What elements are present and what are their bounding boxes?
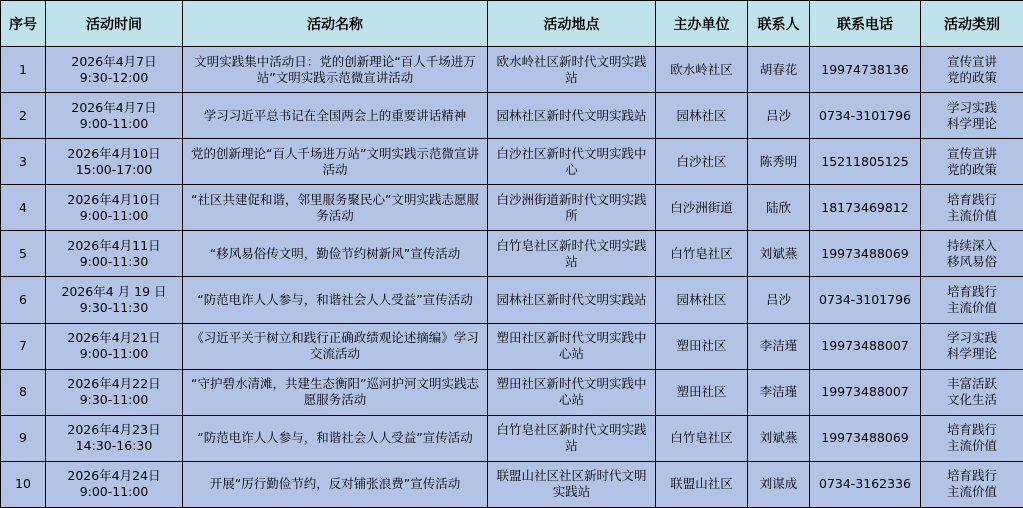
row-organizer: 塑田社区 bbox=[656, 369, 748, 415]
row-place: 塑田社区新时代文明实践中心站 bbox=[488, 323, 656, 369]
row-organizer: 白沙社区 bbox=[656, 139, 748, 185]
row-date: 2026年4月23日 bbox=[67, 422, 161, 438]
row-time bbox=[46, 139, 183, 185]
row-type bbox=[921, 461, 1023, 507]
row-hours: 9:00-11:00 bbox=[79, 484, 149, 500]
row-contact: 胡春花 bbox=[748, 47, 810, 93]
row-time bbox=[46, 461, 183, 507]
header-phone: 联系电话 bbox=[810, 1, 921, 47]
row-organizer: 白竹皂社区 bbox=[656, 415, 748, 461]
row-hours: 9:00-11:00 bbox=[79, 346, 149, 362]
row-type-line2: 党的政策 bbox=[946, 161, 997, 177]
table-row bbox=[1, 369, 1023, 415]
row-type bbox=[921, 323, 1023, 369]
row-phone: 0734-3101796 bbox=[810, 93, 921, 139]
row-date: 2026年4月10日 bbox=[67, 145, 161, 161]
row-hours: 14:30-16:30 bbox=[75, 438, 153, 454]
row-type-line1: 持续深入 bbox=[946, 237, 997, 253]
header-row bbox=[1, 1, 1023, 47]
row-time bbox=[46, 277, 183, 323]
row-type-line2: 党的政策 bbox=[946, 69, 997, 85]
row-contact: 刘谋成 bbox=[748, 461, 810, 507]
row-type bbox=[921, 415, 1023, 461]
row-phone: 0734-3162336 bbox=[810, 461, 921, 507]
row-time bbox=[46, 185, 183, 231]
table-row bbox=[1, 415, 1023, 461]
row-type-line2: 文化生活 bbox=[946, 392, 997, 408]
row-contact: 吕沙 bbox=[748, 93, 810, 139]
row-phone: 15211805125 bbox=[810, 139, 921, 185]
row-place: 园林社区新时代文明实践站 bbox=[488, 93, 656, 139]
row-date: 2026年4月22日 bbox=[67, 376, 161, 392]
row-place: 白沙洲街道新时代文明实践所 bbox=[488, 185, 656, 231]
table-row bbox=[1, 277, 1023, 323]
row-type-line1: 宣传宣讲 bbox=[946, 53, 997, 69]
row-type bbox=[921, 231, 1023, 277]
row-activity-name: 《习近平关于树立和践行正确政绩观论述摘编》学习交流活动 bbox=[183, 323, 488, 369]
row-date: 2026年4月24日 bbox=[67, 468, 161, 484]
header-type: 活动类别 bbox=[921, 1, 1023, 47]
header-place: 活动地点 bbox=[488, 1, 656, 47]
row-place: 白竹皂社区新时代文明实践站 bbox=[488, 415, 656, 461]
table-row bbox=[1, 461, 1023, 507]
row-hours: 9:00-11:30 bbox=[79, 253, 149, 269]
row-index: 9 bbox=[1, 415, 46, 461]
row-contact: 陆欣 bbox=[748, 185, 810, 231]
table-row bbox=[1, 231, 1023, 277]
row-type-line2: 主流价值 bbox=[946, 484, 997, 500]
row-place: 白竹皂社区新时代文明实践站 bbox=[488, 231, 656, 277]
row-organizer: 白沙洲街道 bbox=[656, 185, 748, 231]
row-hours: 15:00-17:00 bbox=[75, 161, 153, 177]
row-type bbox=[921, 93, 1023, 139]
row-type bbox=[921, 277, 1023, 323]
row-index: 7 bbox=[1, 323, 46, 369]
row-phone: 19973488007 bbox=[810, 369, 921, 415]
header-name: 活动名称 bbox=[183, 1, 488, 47]
row-type bbox=[921, 139, 1023, 185]
row-activity-name: 党的创新理论“百人千场进万站”文明实践示范微宣讲活动 bbox=[183, 139, 488, 185]
header-index: 序号 bbox=[1, 1, 46, 47]
row-type-line2: 科学理论 bbox=[946, 346, 997, 362]
row-contact: 刘斌燕 bbox=[748, 415, 810, 461]
header-contact: 联系人 bbox=[748, 1, 810, 47]
row-activity-name: “移风易俗传文明，勤俭节约树新风”宣传活动 bbox=[183, 231, 488, 277]
table-row bbox=[1, 139, 1023, 185]
row-hours: 9:00-11:00 bbox=[79, 115, 149, 131]
row-type-line1: 培育践行 bbox=[946, 191, 997, 207]
row-date: 2026年4月21日 bbox=[67, 330, 161, 346]
row-phone: 19973488069 bbox=[810, 231, 921, 277]
row-date: 2026年4月10日 bbox=[67, 191, 161, 207]
row-date: 2026年4月7日 bbox=[71, 53, 157, 69]
row-activity-name: “守护碧水清滩，共建生态衡阳”巡河护河文明实践志愿服务活动 bbox=[183, 369, 488, 415]
row-type-line2: 主流价值 bbox=[946, 438, 997, 454]
row-contact: 吕沙 bbox=[748, 277, 810, 323]
row-index: 8 bbox=[1, 369, 46, 415]
row-date: 2026年4月7日 bbox=[71, 99, 157, 115]
row-time bbox=[46, 93, 183, 139]
row-time bbox=[46, 47, 183, 93]
table-row bbox=[1, 47, 1023, 93]
row-time bbox=[46, 415, 183, 461]
row-type-line1: 培育践行 bbox=[946, 468, 997, 484]
row-index: 4 bbox=[1, 185, 46, 231]
row-type bbox=[921, 47, 1023, 93]
row-type bbox=[921, 369, 1023, 415]
row-hours: 9:30-12:00 bbox=[79, 69, 149, 85]
row-index: 6 bbox=[1, 277, 46, 323]
row-organizer: 联盟山社区 bbox=[656, 461, 748, 507]
row-type-line1: 学习实践 bbox=[946, 99, 997, 115]
row-organizer: 欧水岭社区 bbox=[656, 47, 748, 93]
row-hours: 9:30-11:00 bbox=[79, 392, 149, 408]
header-time: 活动时间 bbox=[46, 1, 183, 47]
table-row bbox=[1, 93, 1023, 139]
row-phone: 19973488007 bbox=[810, 323, 921, 369]
row-time bbox=[46, 369, 183, 415]
row-type-line1: 培育践行 bbox=[946, 284, 997, 300]
row-index: 1 bbox=[1, 47, 46, 93]
row-contact: 李洁瑾 bbox=[748, 323, 810, 369]
row-activity-name: “社区共建促和谐，邻里服务聚民心”文明实践志愿服务活动 bbox=[183, 185, 488, 231]
row-contact: 刘斌燕 bbox=[748, 231, 810, 277]
row-phone: 18173469812 bbox=[810, 185, 921, 231]
row-type-line2: 科学理论 bbox=[946, 115, 997, 131]
row-phone: 19973488069 bbox=[810, 415, 921, 461]
row-type bbox=[921, 185, 1023, 231]
row-organizer: 塑田社区 bbox=[656, 323, 748, 369]
row-organizer: 白竹皂社区 bbox=[656, 231, 748, 277]
row-activity-name: 学习习近平总书记在全国两会上的重要讲话精神 bbox=[183, 93, 488, 139]
row-phone: 0734-3101796 bbox=[810, 277, 921, 323]
table-row bbox=[1, 323, 1023, 369]
row-type-line2: 移风易俗 bbox=[946, 253, 997, 269]
row-type-line1: 培育践行 bbox=[946, 422, 997, 438]
row-activity-name: 开展“厉行勤俭节约，反对铺张浪费”宣传活动 bbox=[183, 461, 488, 507]
row-place: 白沙社区新时代文明实践中心 bbox=[488, 139, 656, 185]
row-place: 联盟山社区社区新时代文明实践站 bbox=[488, 461, 656, 507]
row-type-line1: 学习实践 bbox=[946, 330, 997, 346]
row-time bbox=[46, 323, 183, 369]
row-phone: 19974738136 bbox=[810, 47, 921, 93]
row-type-line2: 主流价值 bbox=[946, 300, 997, 316]
row-place: 欧水岭社区新时代文明实践站 bbox=[488, 47, 656, 93]
table-row bbox=[1, 185, 1023, 231]
row-type-line2: 主流价值 bbox=[946, 207, 997, 223]
row-organizer: 园林社区 bbox=[656, 93, 748, 139]
row-type-line1: 宣传宣讲 bbox=[946, 145, 997, 161]
row-date: 2026年4 月 19 日 bbox=[61, 284, 167, 300]
table-header bbox=[1, 1, 1023, 47]
row-time bbox=[46, 231, 183, 277]
row-index: 2 bbox=[1, 93, 46, 139]
row-type-line1: 丰富活跃 bbox=[946, 376, 997, 392]
row-activity-name: 文明实践集中活动日：党的创新理论“百人千场进万站”文明实践示范微宣讲活动 bbox=[183, 47, 488, 93]
row-activity-name: “防范电诈人人参与，和谐社会人人受益”宣传活动 bbox=[183, 415, 488, 461]
row-contact: 陈秀明 bbox=[748, 139, 810, 185]
row-index: 3 bbox=[1, 139, 46, 185]
row-place: 园林社区新时代文明实践站 bbox=[488, 277, 656, 323]
row-date: 2026年4月11日 bbox=[67, 237, 161, 253]
header-organizer: 主办单位 bbox=[656, 1, 748, 47]
row-index: 10 bbox=[1, 461, 46, 507]
row-contact: 李洁瑾 bbox=[748, 369, 810, 415]
row-index: 5 bbox=[1, 231, 46, 277]
row-hours: 9:30-11:30 bbox=[79, 300, 149, 316]
table-body bbox=[1, 47, 1023, 508]
row-activity-name: “防范电诈人人参与，和谐社会人人受益”宣传活动 bbox=[183, 277, 488, 323]
row-organizer: 园林社区 bbox=[656, 277, 748, 323]
row-hours: 9:00-11:00 bbox=[79, 207, 149, 223]
row-place: 塑田社区新时代文明实践中心站 bbox=[488, 369, 656, 415]
